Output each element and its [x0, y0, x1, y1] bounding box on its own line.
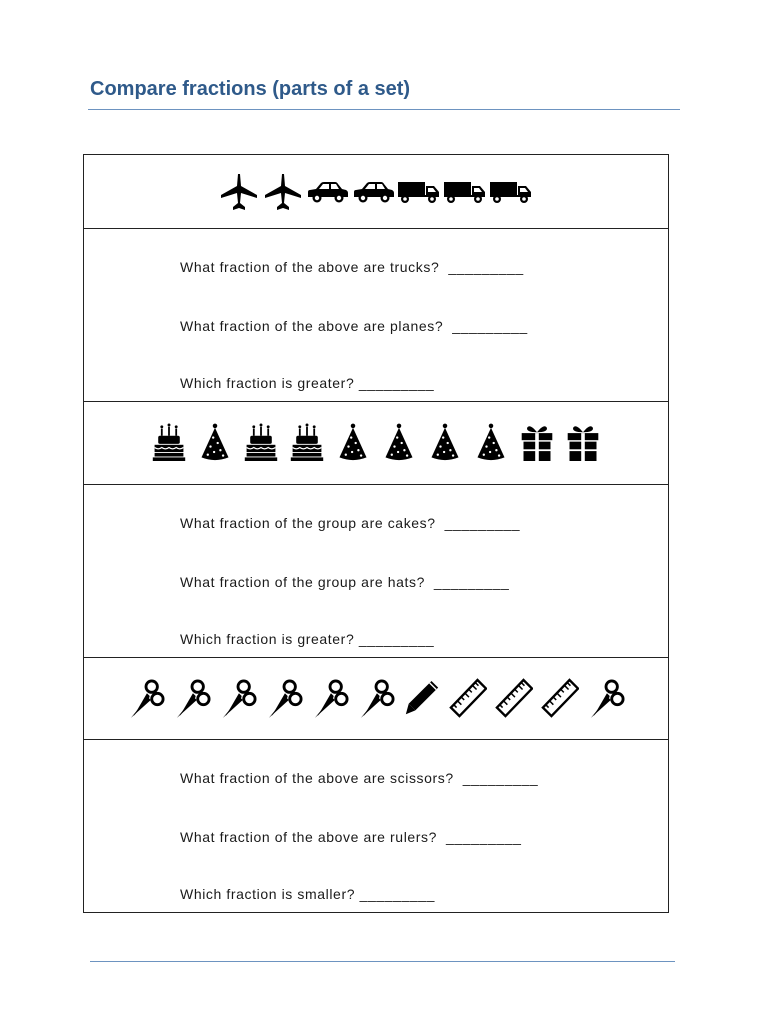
- question-trucks: What fraction of the above are trucks? _________: [180, 259, 524, 275]
- scissors-icon: [311, 678, 349, 720]
- pencil-icon: [403, 678, 441, 720]
- title-underline: [88, 109, 680, 110]
- ruler-icon: [449, 678, 487, 720]
- question-cakes: What fraction of the group are cakes? _________: [180, 515, 521, 531]
- airplane-icon: [219, 172, 259, 212]
- question-greater-vehicles: Which fraction is greater? _________: [180, 375, 435, 391]
- question-planes: What fraction of the above are planes? _________: [180, 318, 528, 334]
- airplane-icon: [263, 172, 303, 212]
- scissors-icon: [587, 678, 625, 720]
- footer-rule: [90, 961, 675, 962]
- car-icon: [305, 180, 349, 204]
- ruler-icon: [495, 678, 533, 720]
- question-rulers: What fraction of the above are rulers? _________: [180, 829, 522, 845]
- page-title: Compare fractions (parts of a set): [90, 78, 411, 100]
- birthday-cake-icon: [151, 423, 187, 463]
- question-block-vehicles: [84, 229, 668, 402]
- truck-icon: [443, 180, 487, 204]
- party-hat-icon: [381, 423, 417, 463]
- car-icon: [351, 180, 395, 204]
- party-hat-icon: [335, 423, 371, 463]
- question-block-school-supplies: [84, 740, 668, 912]
- truck-icon: [489, 180, 533, 204]
- ruler-icon: [541, 678, 579, 720]
- scissors-icon: [173, 678, 211, 720]
- worksheet-table: [83, 154, 669, 913]
- question-block-party: [84, 485, 668, 658]
- scissors-icon: [127, 678, 165, 720]
- scissors-icon: [265, 678, 303, 720]
- party-hat-icon: [427, 423, 463, 463]
- scissors-icon: [357, 678, 395, 720]
- question-smaller-supplies: Which fraction is smaller? _________: [180, 886, 436, 902]
- question-greater-party: Which fraction is greater? _________: [180, 631, 435, 647]
- gift-box-icon: [565, 423, 601, 463]
- icon-row-school-supplies: [84, 658, 668, 740]
- party-hat-icon: [473, 423, 509, 463]
- birthday-cake-icon: [289, 423, 325, 463]
- icon-row-vehicles: [84, 155, 668, 229]
- truck-icon: [397, 180, 441, 204]
- question-scissors: What fraction of the above are scissors? _________: [180, 770, 539, 786]
- birthday-cake-icon: [243, 423, 279, 463]
- party-hat-icon: [197, 423, 233, 463]
- question-hats: What fraction of the group are hats? _________: [180, 574, 510, 590]
- icon-row-party: [84, 402, 668, 485]
- scissors-icon: [219, 678, 257, 720]
- gift-box-icon: [519, 423, 555, 463]
